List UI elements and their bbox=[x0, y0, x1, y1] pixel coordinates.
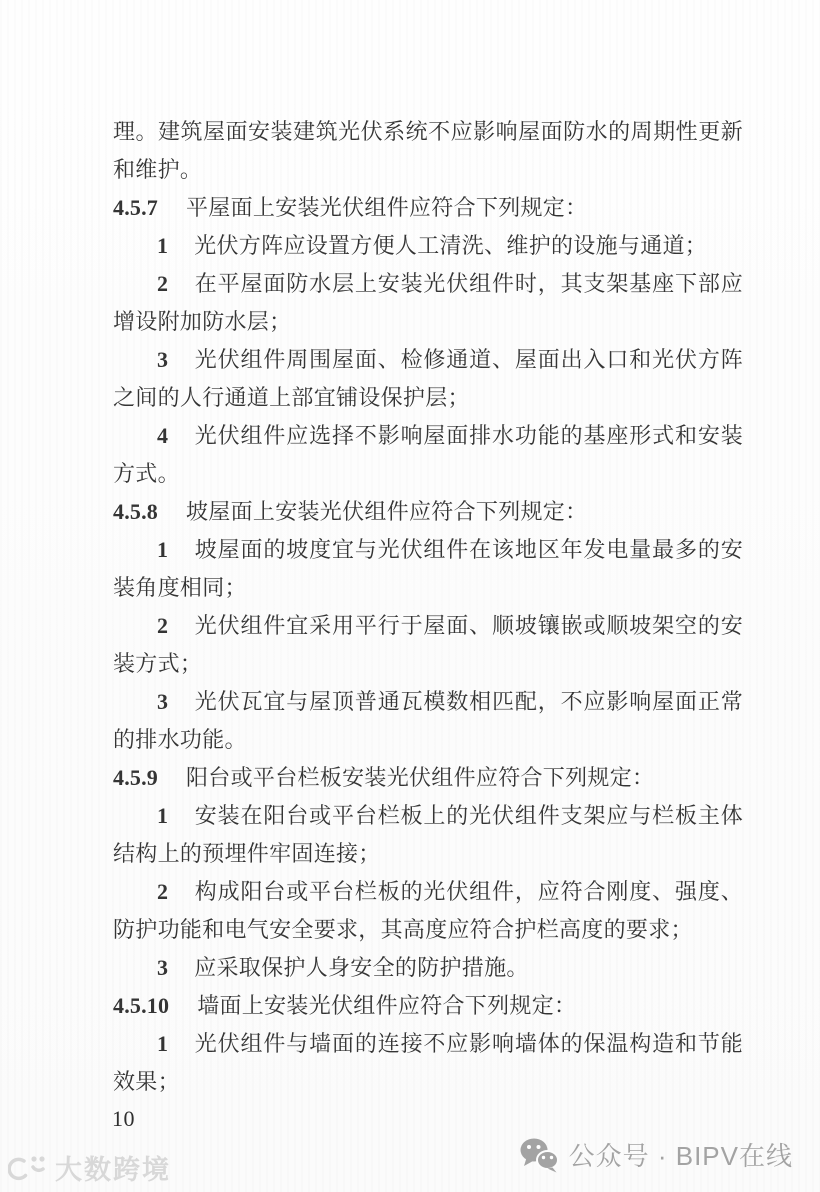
paragraph bbox=[113, 797, 743, 873]
paragraph bbox=[113, 341, 743, 417]
paragraph bbox=[113, 873, 743, 949]
paragraph bbox=[113, 759, 743, 797]
clause-number: 1 bbox=[157, 1031, 169, 1056]
clause-text: 光伏瓦宜与屋顶普通瓦模数相匹配，不应影响屋面正常的排水功能。 bbox=[113, 689, 743, 752]
paragraph bbox=[113, 493, 743, 531]
clause-number: 4.5.10 bbox=[113, 993, 170, 1018]
page-number: 10 bbox=[112, 1106, 135, 1131]
clause-number: 2 bbox=[157, 879, 169, 904]
clause-number: 4.5.9 bbox=[113, 765, 158, 790]
clause-text: 光伏组件宜采用平行于屋面、顺坡镶嵌或顺坡架空的安装方式； bbox=[113, 613, 743, 676]
wechat-icon bbox=[519, 1137, 559, 1173]
clause-number: 1 bbox=[157, 537, 169, 562]
wechat-account-badge bbox=[519, 1136, 793, 1173]
watermark bbox=[8, 1148, 171, 1187]
dashu-kuajing-logo-icon bbox=[8, 1151, 50, 1185]
document-body bbox=[113, 113, 743, 1101]
clause-number: 3 bbox=[157, 955, 169, 980]
clause-number: 3 bbox=[157, 347, 169, 372]
paragraph bbox=[113, 949, 743, 987]
clause-number: 4.5.8 bbox=[113, 499, 158, 524]
paragraph bbox=[113, 531, 743, 607]
paragraph bbox=[113, 683, 743, 759]
paragraph bbox=[113, 265, 743, 341]
clause-text: 平屋面上安装光伏组件应符合下列规定： bbox=[186, 195, 588, 220]
paragraph bbox=[113, 227, 743, 265]
clause-text: 构成阳台或平台栏板的光伏组件，应符合刚度、强度、防护功能和电气安全要求，其高度应符合护栏高度的要求； bbox=[113, 879, 743, 942]
clause-text: 墙面上安装光伏组件应符合下列规定： bbox=[197, 993, 577, 1018]
clause-text: 安装在阳台或平台栏板上的光伏组件支架应与栏板主体结构上的预埋件牢固连接； bbox=[113, 803, 743, 866]
clause-text: 理。建筑屋面安装建筑光伏系统不应影响屋面防水的周期性更新和维护。 bbox=[113, 119, 743, 182]
clause-text: 光伏组件应选择不影响屋面排水功能的基座形式和安装方式。 bbox=[113, 423, 743, 486]
watermark-label: 大数跨境 bbox=[55, 1155, 171, 1185]
paragraph bbox=[113, 987, 743, 1025]
clause-text: 阳台或平台栏板安装光伏组件应符合下列规定： bbox=[186, 765, 655, 790]
paragraph bbox=[113, 417, 743, 493]
clause-number: 1 bbox=[157, 803, 169, 828]
clause-number: 4.5.7 bbox=[113, 195, 158, 220]
clause-text: 坡屋面的坡度宜与光伏组件在该地区年发电量最多的安装角度相同； bbox=[113, 537, 743, 600]
paragraph bbox=[113, 189, 743, 227]
clause-text: 坡屋面上安装光伏组件应符合下列规定： bbox=[186, 499, 588, 524]
paragraph bbox=[113, 113, 743, 189]
clause-number: 2 bbox=[157, 271, 169, 296]
clause-number: 2 bbox=[157, 613, 169, 638]
paragraph bbox=[113, 1025, 743, 1101]
clause-text: 在平屋面防水层上安装光伏组件时，其支架基座下部应增设附加防水层； bbox=[113, 271, 743, 334]
clause-text: 光伏组件与墙面的连接不应影响墙体的保温构造和节能效果； bbox=[113, 1031, 743, 1094]
clause-number: 3 bbox=[157, 689, 169, 714]
clause-number: 1 bbox=[157, 233, 169, 258]
clause-text: 光伏方阵应设置方便人工清洗、维护的设施与通道； bbox=[194, 233, 708, 258]
wechat-account-label: 公众号 · BIPV在线 bbox=[568, 1141, 793, 1171]
clause-text: 应采取保护人身安全的防护措施。 bbox=[194, 955, 529, 980]
paragraph bbox=[113, 607, 743, 683]
clause-text: 光伏组件周围屋面、检修通道、屋面出入口和光伏方阵之间的人行通道上部宜铺设保护层； bbox=[113, 347, 743, 410]
clause-number: 4 bbox=[157, 423, 169, 448]
